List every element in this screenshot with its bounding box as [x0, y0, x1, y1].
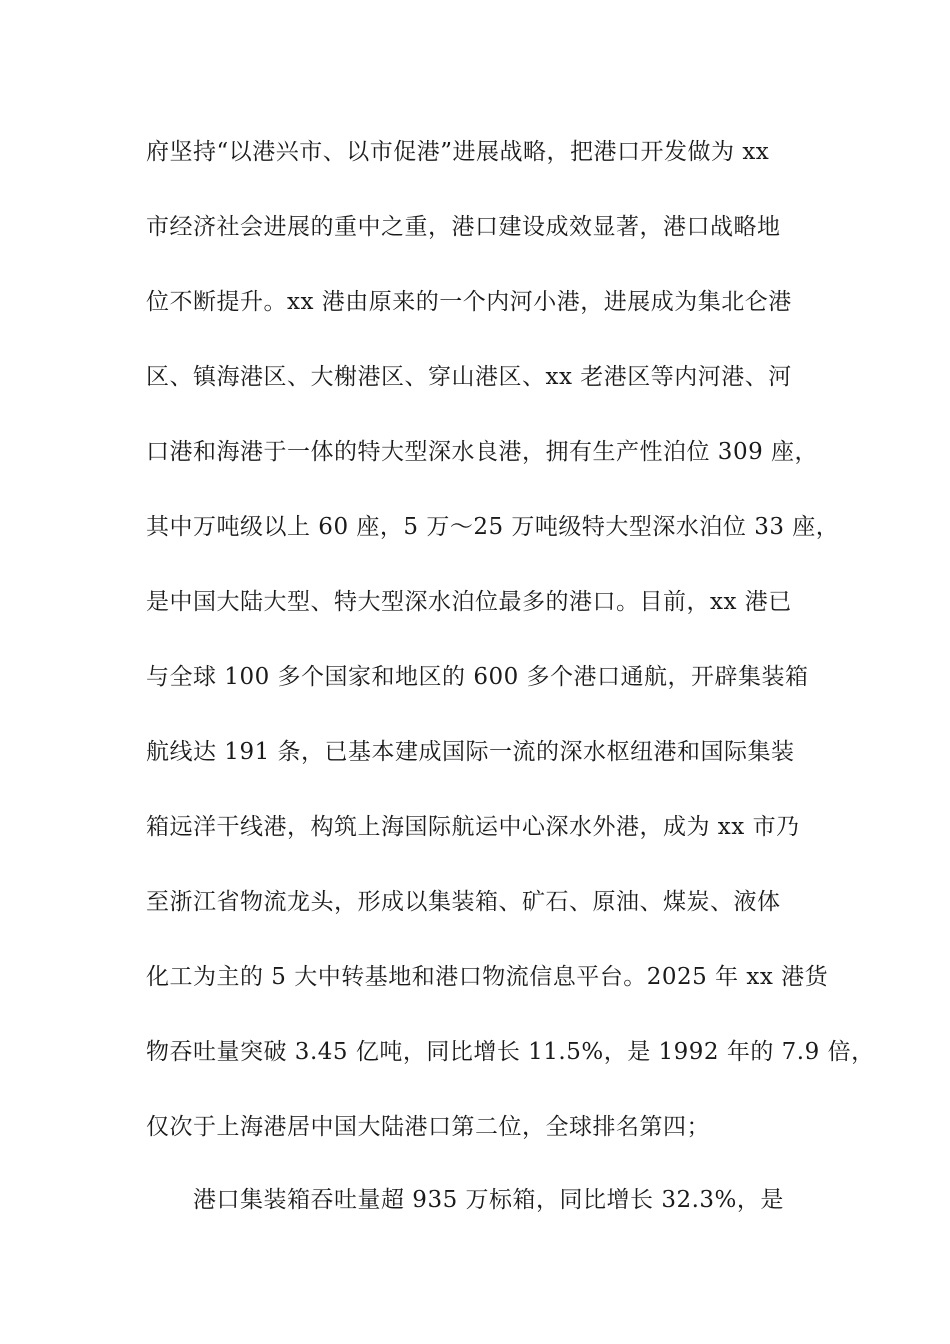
text-line: 与全球 100 多个国家和地区的 600 多个港口通航，开辟集装箱: [146, 664, 809, 690]
text-line: 区、镇海港区、大榭港区、穿山港区、xx 老港区等内河港、河: [146, 364, 792, 390]
text-line: 市经济社会进展的重中之重，港口建设成效显著，港口战略地: [146, 214, 781, 240]
text-line: 仅次于上海港居中国大陆港口第二位，全球排名第四；: [146, 1114, 710, 1140]
text-line: 化工为主的 5 大中转基地和港口物流信息平台。2025 年 xx 港货: [146, 964, 829, 990]
text-line: 物吞吐量突破 3.45 亿吨，同比增长 11.5%，是 1992 年的 7.9 倍，: [146, 1039, 875, 1065]
text-line: 位不断提升。xx 港由原来的一个内河小港，进展成为集北仑港: [146, 289, 792, 315]
text-line: 至浙江省物流龙头，形成以集装箱、矿石、原油、煤炭、液体: [146, 889, 781, 915]
text-line: 口港和海港于一体的特大型深水良港，拥有生产性泊位 309 座，: [146, 439, 819, 465]
text-line: 是中国大陆大型、特大型深水泊位最多的港口。目前，xx 港已: [146, 589, 792, 615]
text-line: 箱远洋干线港，构筑上海国际航运中心深水外港，成为 xx 市乃: [146, 814, 800, 840]
text-line: 府坚持“以港兴市、以市促港”进展战略，把港口开发做为 xx: [146, 139, 770, 165]
text-line: 其中万吨级以上 60 座，5 万～25 万吨级特大型深水泊位 33 座，: [146, 514, 840, 540]
paragraph-first-line: 港口集装箱吞吐量超 935 万标箱，同比增长 32.3%，是: [193, 1187, 784, 1213]
text-line: 航线达 191 条，已基本建成国际一流的深水枢纽港和国际集装: [146, 739, 795, 765]
